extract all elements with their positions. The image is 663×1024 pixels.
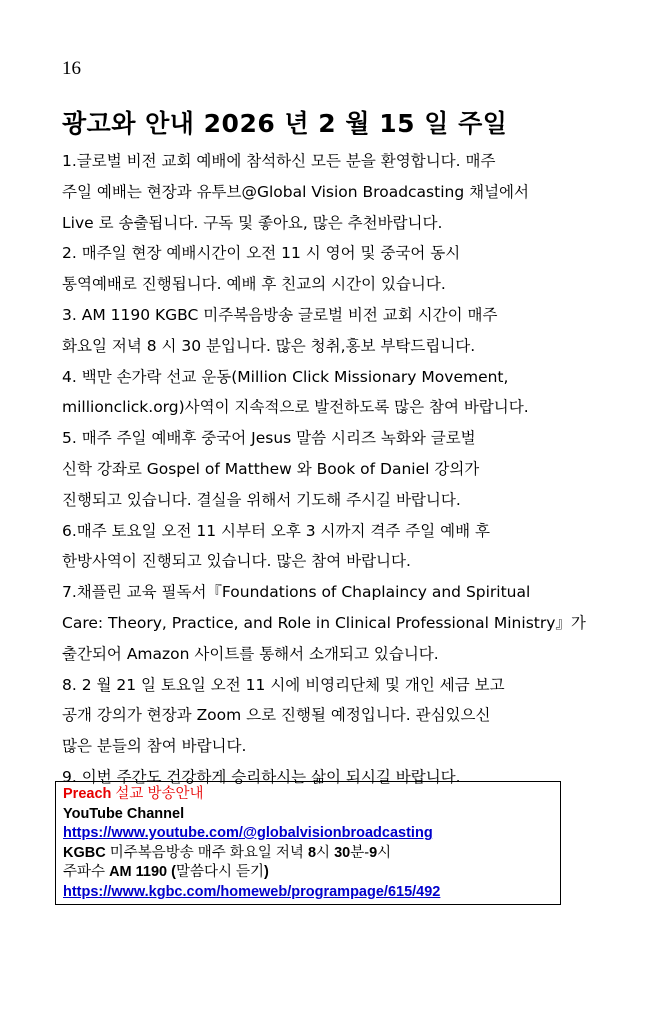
- frequency-label: 주파수: [63, 864, 106, 881]
- kgbc-minute-unit: 분-: [350, 844, 370, 861]
- frequency-close-paren: ): [264, 864, 269, 881]
- body-line: 1.글로벌 비전 교회 예배에 참석하신 모든 분을 환영합니다. 매주: [62, 152, 496, 170]
- body-line: 한방사역이 진행되고 있습니다. 많은 참여 바랍니다.: [62, 552, 411, 571]
- body-line: 6.매주 토요일 오전 11 시부터 오후 3 시까지 격주 주일 예배 후: [62, 521, 490, 540]
- body-line: 3. AM 1190 KGBC 미주복음방송 글로벌 비전 교회 시간이 매주: [62, 305, 498, 324]
- kgbc-frequency: [63, 863, 560, 883]
- kgbc-end-hour-unit: 시: [377, 844, 392, 861]
- body-line: 많은 분들의 참여 바랍니다.: [62, 737, 247, 756]
- body-line: 2. 매주일 현장 예배시간이 오전 11 시 영어 및 중국어 동시: [62, 244, 461, 263]
- kgbc-program-link[interactable]: https://www.kgbc.com/homeweb/programpage/615/492: [63, 883, 441, 900]
- preach-heading: [63, 785, 560, 805]
- kgbc-label: KGBC: [63, 844, 106, 861]
- broadcast-info-box: [55, 781, 561, 905]
- body-line: 4. 백만 손가락 선교 운동(Million Click Missionary Movement,: [62, 367, 509, 386]
- body-line: 7.채플린 교육 필독서『Foundations of Chaplaincy and Spiritual: [62, 583, 531, 602]
- body-line: 5. 매주 주일 예배후 중국어 Jesus 말씀 시리즈 녹화와 글로벌: [62, 429, 476, 448]
- body-line: 9. 이번 주간도 건강하게 승리하시는 삶이 되시길 바랍니다.: [62, 767, 461, 786]
- kgbc-hour-unit: 시: [316, 844, 331, 861]
- announcement-body: [62, 146, 622, 793]
- frequency-value: AM 1190 (: [109, 864, 176, 881]
- kgbc-schedule-text: 미주복음방송 매주 화요일 저녁: [109, 844, 304, 861]
- kgbc-minute: 30: [334, 844, 351, 861]
- body-line: 출간되어 Amazon 사이트를 통해서 소개되고 있습니다.: [62, 644, 439, 663]
- body-line: 통역예배로 진행됩니다. 예배 후 친교의 시간이 있습니다.: [62, 275, 446, 294]
- body-line: 8. 2 월 21 일 토요일 오전 11 시에 비영리단체 및 개인 세금 보고: [62, 675, 505, 694]
- youtube-channel-link[interactable]: https://www.youtube.com/@globalvisionbroadcasting: [63, 825, 433, 842]
- body-line: 주일 예배는 현장과 유투브@Global Vision Broadcasting 채널에서: [62, 182, 529, 201]
- body-line: Live 로 송출됩니다. 구독 및 좋아요, 많은 추천바랍니다.: [62, 213, 443, 232]
- preach-description: 설교 방송안내: [115, 786, 204, 802]
- page-number: 16: [62, 58, 81, 79]
- replay-text: 말씀다시 듣기: [175, 864, 265, 881]
- body-line: millionclick.org)사역이 지속적으로 발전하도록 많은 참여 바랍니다.: [62, 398, 529, 417]
- kgbc-schedule: [63, 844, 560, 864]
- body-line: 진행되고 있습니다. 결실을 위해서 기도해 주시길 바랍니다.: [62, 490, 461, 509]
- body-line: Care: Theory, Practice, and Role in Clinical Professional Ministry』가: [62, 613, 586, 632]
- body-line: 화요일 저녁 8 시 30 분입니다. 많은 청취,홍보 부탁드립니다.: [62, 336, 476, 355]
- page-title: 광고와 안내 2026 년 2 월 15 일 주일: [62, 109, 508, 138]
- preach-label: Preach: [63, 786, 112, 802]
- body-line: 공개 강의가 현장과 Zoom 으로 진행될 예정입니다. 관심있으신: [62, 706, 491, 725]
- kgbc-hour: 8: [307, 844, 317, 861]
- kgbc-end-hour: 9: [369, 844, 378, 861]
- youtube-channel-label: YouTube Channel: [63, 805, 185, 822]
- body-line: 신학 강좌로 Gospel of Matthew 와 Book of Daniel 강의가: [62, 459, 480, 478]
